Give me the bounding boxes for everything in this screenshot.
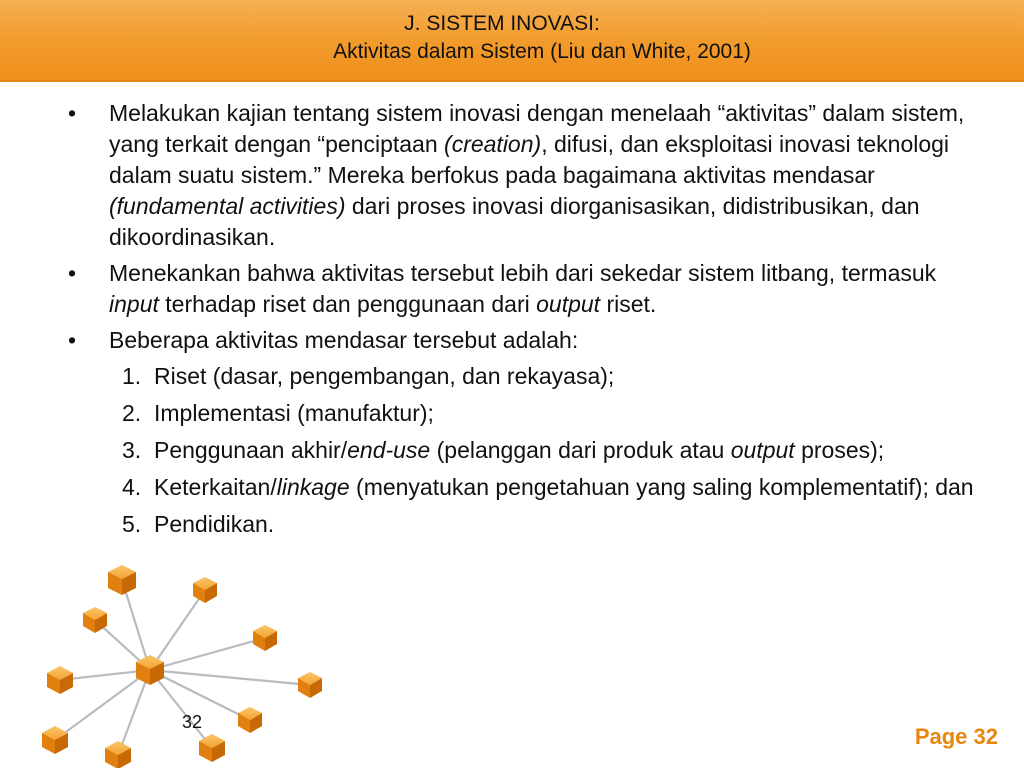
item-number: 3. [122, 437, 142, 463]
numbered-item [122, 435, 984, 466]
network-cubes-graphic [0, 560, 360, 768]
item-number: 4. [122, 474, 142, 500]
text-run: riset. [600, 291, 657, 317]
slide-body [68, 98, 974, 546]
bullet-marker: • [68, 260, 77, 286]
text-run: Implementasi (manufaktur); [154, 400, 434, 426]
page-label: Page 32 [914, 724, 998, 749]
bullet-marker: • [68, 100, 77, 126]
bullet-list [68, 98, 968, 356]
italic-term: (fundamental activities) [109, 193, 346, 219]
italic-term: output [730, 437, 795, 463]
text-run: proses); [794, 437, 885, 463]
italic-term: (creation) [444, 131, 542, 157]
item-number: 2. [122, 400, 142, 426]
numbered-item [122, 472, 984, 503]
slide-number: 32 [182, 712, 203, 732]
numbered-list [68, 361, 974, 540]
text-run: Keterkaitan/ [154, 474, 277, 500]
italic-term: output [536, 291, 601, 317]
text-run: Menekankan bahwa aktivitas tersebut lebih dari sekedar sistem litbang, termasuk [109, 260, 937, 286]
numbered-item [122, 398, 984, 429]
item-number: 1. [122, 363, 142, 389]
bullet-marker: • [68, 327, 77, 353]
text-run: Penggunaan akhir/ [154, 437, 348, 463]
italic-term: input [109, 291, 159, 317]
title-bar [0, 0, 1024, 82]
text-run: (pelanggan dari produk atau [430, 437, 731, 463]
text-run: terhadap riset dan penggunaan dari [158, 291, 537, 317]
numbered-item [122, 361, 984, 392]
text-run: (menyatukan pengetahuan yang saling komplementatif); dan [349, 474, 974, 500]
text-run: Melakukan kajian tentang sistem inovasi dengan menelaah “aktivitas” dalam sistem, yang terkait dengan “penciptaan [109, 100, 965, 157]
text-run: dari proses inovasi diorganisasikan, didistribusikan, dan dikoordinasikan. [109, 193, 920, 250]
bullet-item [68, 258, 968, 320]
text-run: , difusi, dan eksploitasi inovasi teknologi dalam suatu sistem.” Mereka berfokus pada bagaimana aktivitas mendasar [109, 131, 950, 188]
bullet-item [68, 98, 968, 253]
slide-subtitle: Aktivitas dalam Sistem (Liu dan White, 2001) [333, 40, 751, 63]
bullet-item [68, 325, 968, 356]
italic-term: linkage [276, 474, 350, 500]
text-run: Riset (dasar, pengembangan, dan rekayasa); [154, 363, 615, 389]
slide-title: J. SISTEM INOVASI: [404, 12, 600, 35]
text-run: Pendidikan. [154, 511, 275, 537]
italic-term: end-use [347, 437, 431, 463]
item-number: 5. [122, 511, 142, 537]
text-run: Beberapa aktivitas mendasar tersebut adalah: [109, 327, 579, 353]
numbered-item [122, 509, 984, 540]
